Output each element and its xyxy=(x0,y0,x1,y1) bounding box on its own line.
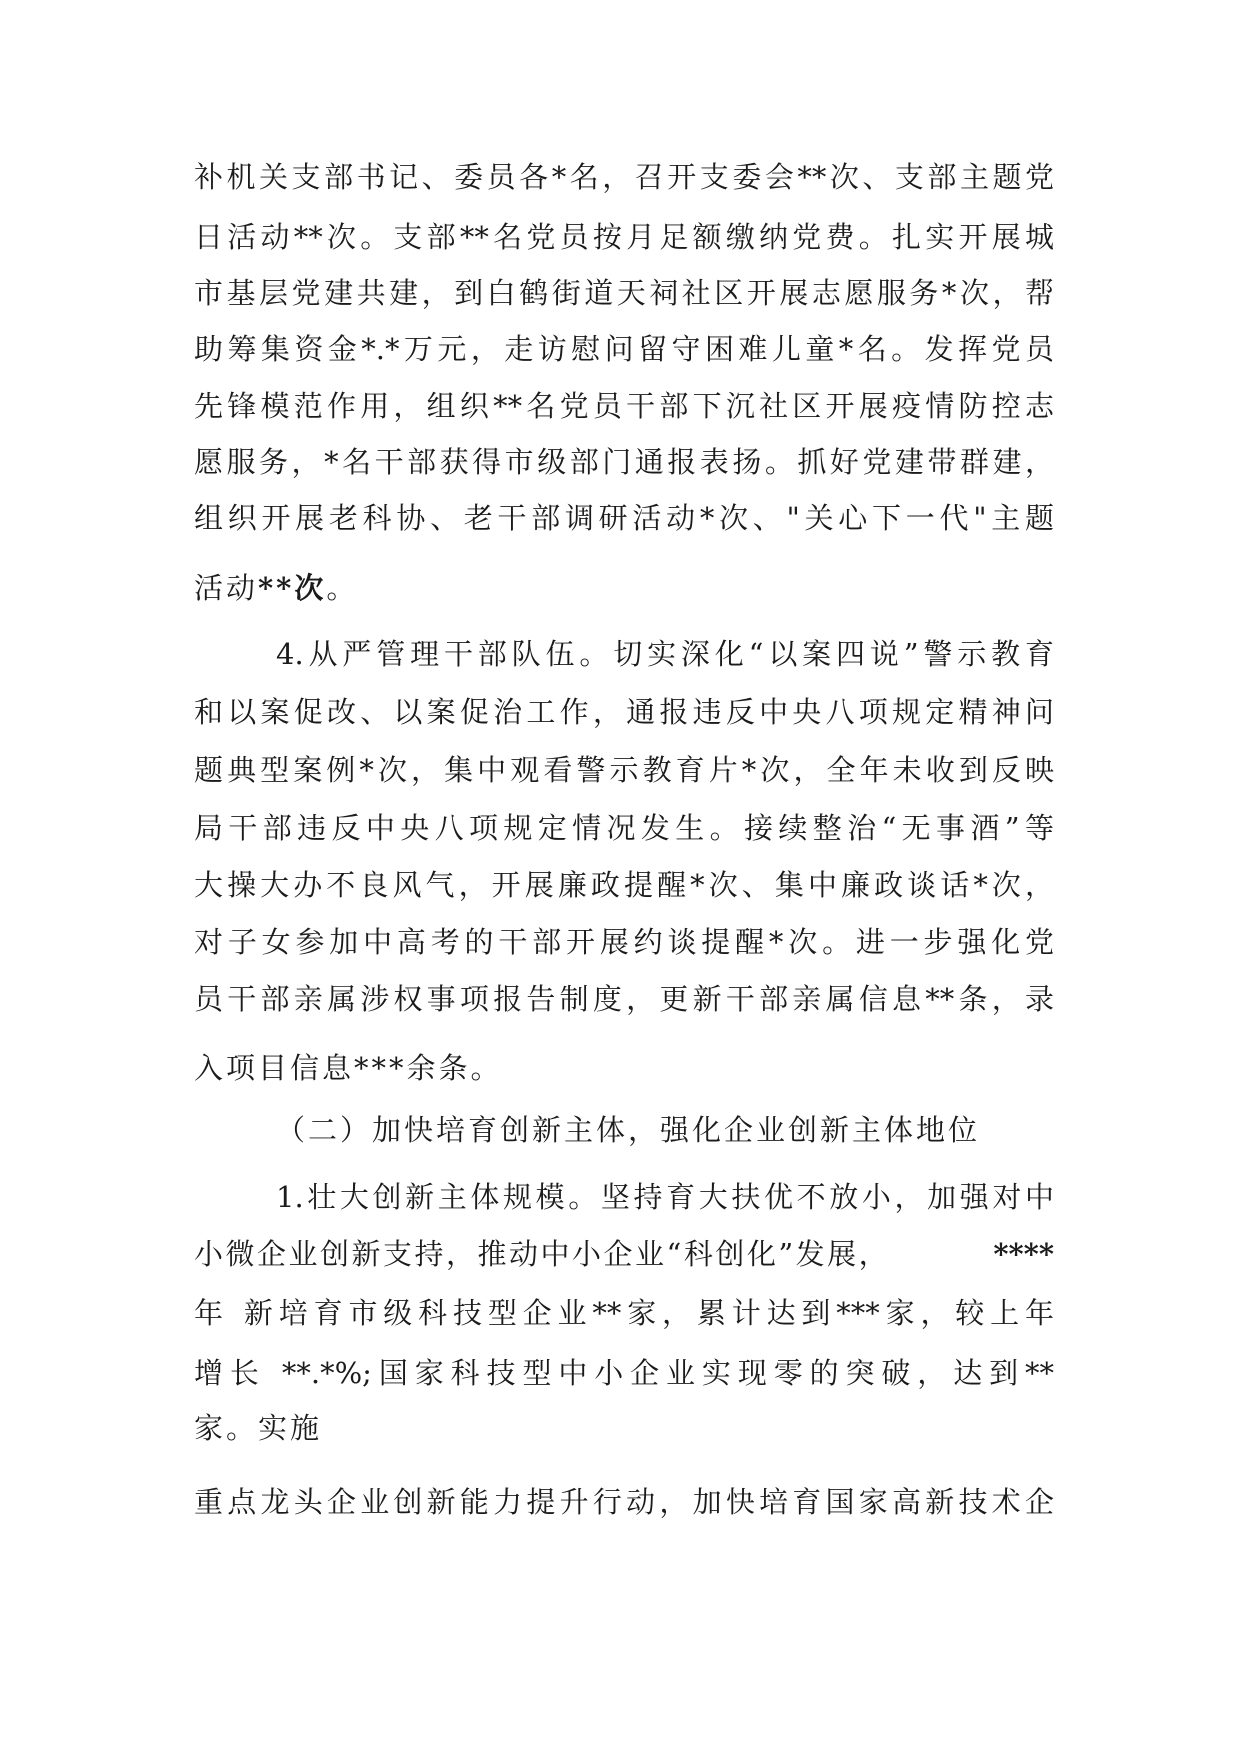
item-heading-line: 1.壮大创新主体规模。坚持育大扶优不放小，加强对中 xyxy=(276,1180,1054,1214)
paragraph-closing-line: 家。实施 xyxy=(194,1411,323,1445)
text-line: 题典型案例*次，集中观看警示教育片*次，全年未收到反映 xyxy=(194,753,1054,787)
text-line: 增长 **.*%;国家科技型中小企业实现零的突破，达到** xyxy=(194,1356,1054,1390)
paragraph-closing-line xyxy=(194,566,1054,610)
paragraph-closing-line: 入项目信息***余条。 xyxy=(194,1051,503,1085)
text-line: 员干部亲属涉权事项报告制度，更新干部亲属信息**条，录 xyxy=(194,982,1054,1016)
text-segment: 活动 xyxy=(194,571,259,605)
text-line xyxy=(194,1232,1054,1276)
text-line: 助筹集资金*.*万元，走访慰问留守困难儿童*名。发挥党员 xyxy=(194,332,1054,366)
text-line: 先锋模范作用，组织**名党员干部下沉社区开展疫情防控志 xyxy=(194,389,1054,423)
year-placeholder: **** xyxy=(993,1237,1054,1271)
text-line: 日活动**次。支部**名党员按月足额缴纳党费。扎实开展城 xyxy=(194,220,1054,254)
text-line: 市基层党建共建，到白鹤街道天祠社区开展志愿服务*次，帮 xyxy=(194,276,1054,310)
item-heading-line: 4.从严管理干部队伍。切实深化“以案四说”警示教育 xyxy=(276,637,1054,671)
text-segment: 小微企业创新支持，推动中小企业“科创化”发展， xyxy=(194,1237,891,1271)
text-line: 愿服务，*名干部获得市级部门通报表扬。抓好党建带群建， xyxy=(194,445,1054,479)
bold-text-segment: **次 xyxy=(258,571,327,605)
section-heading: （二）加快培育创新主体，强化企业创新主体地位 xyxy=(276,1113,981,1147)
text-line: 补机关支部书记、委员各*名，召开支委会**次、支部主题党 xyxy=(194,160,1054,194)
text-line: 年 新培育市级科技型企业**家，累计达到***家，较上年 xyxy=(194,1296,1054,1330)
text-line: 重点龙头企业创新能力提升行动，加快培育国家高新技术企 xyxy=(194,1485,1054,1519)
text-line: 局干部违反中央八项规定情况发生。接续整治“无事酒”等 xyxy=(194,811,1054,845)
text-line: 组织开展老科协、老干部调研活动*次、"关心下一代"主题 xyxy=(194,501,1054,535)
text-line: 对子女参加中高考的干部开展约谈提醒*次。进一步强化党 xyxy=(194,925,1054,959)
text-segment: 。 xyxy=(326,571,359,605)
text-line: 大操大办不良风气，开展廉政提醒*次、集中廉政谈话*次， xyxy=(194,868,1054,902)
text-line: 和以案促改、以案促治工作，通报违反中央八项规定精神问 xyxy=(194,695,1054,729)
